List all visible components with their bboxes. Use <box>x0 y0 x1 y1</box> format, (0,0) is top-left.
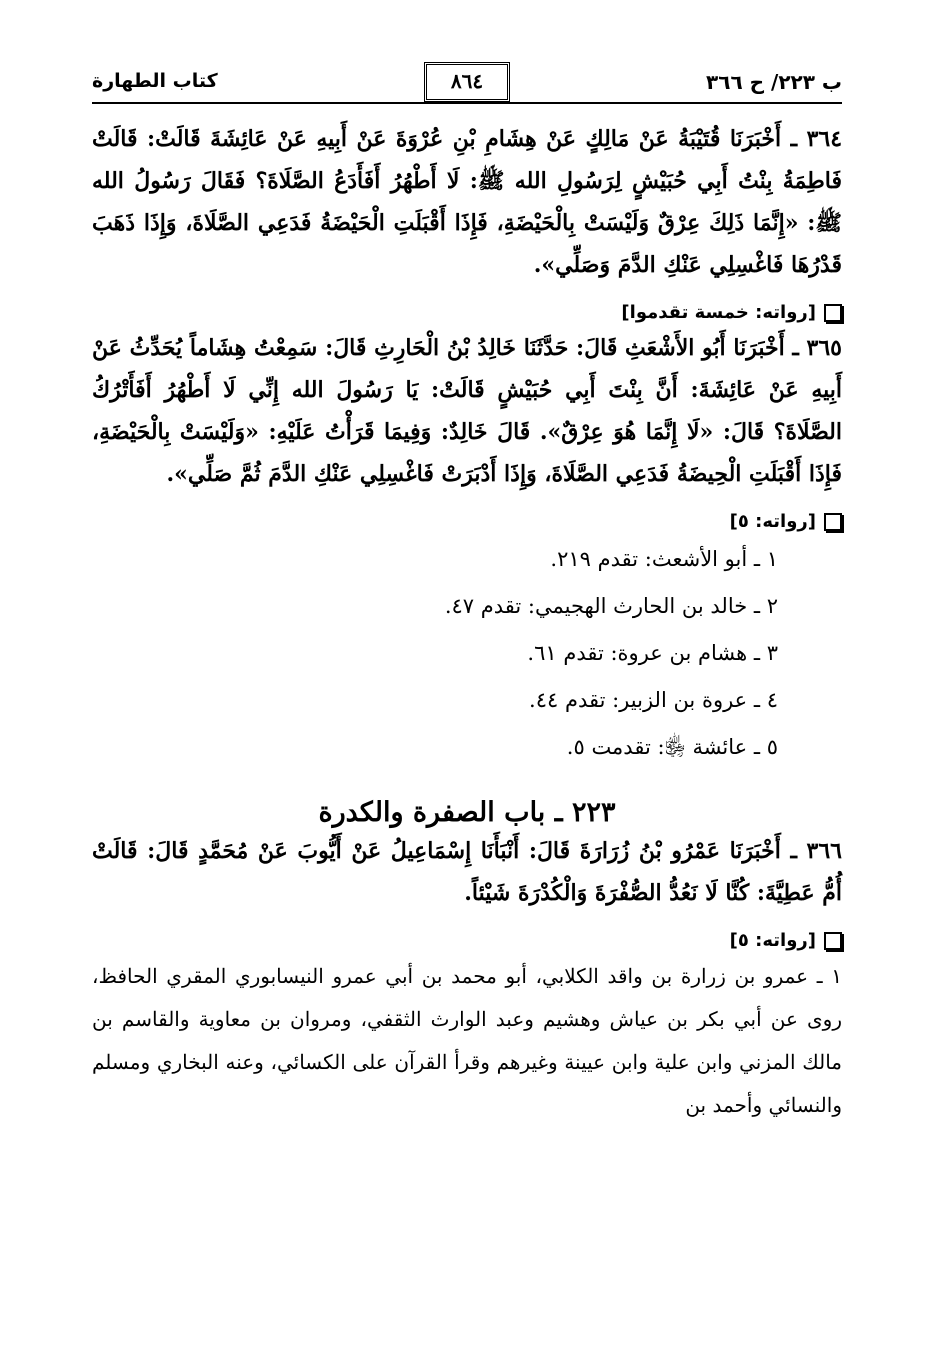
running-header <box>92 62 842 104</box>
narrators-heading-text: [رواته: ٥] <box>729 930 816 951</box>
page-body <box>92 118 842 1127</box>
hadith-366: ٣٦٦ ـ أَخْبَرَنَا عَمْرُو بْنُ زُرَارَةَ قَالَ: أَنْبَأَنَا إِسْمَاعِيلُ عَنْ أَيُّوبَ عَنْ مُحَمَّدٍ قَالَ: قَالَتْ أُمُّ عَطِيَّةَ: كُنَّا لَا نَعُدُّ الصُّفْرَةَ وَالْكُدْرَةَ شَيْئاً. <box>92 838 842 906</box>
narrators-heading <box>92 930 842 951</box>
checkbox-square-icon <box>824 513 842 531</box>
checkbox-square-icon <box>824 932 842 950</box>
list-item: ١ ـ أبو الأشعث: تقدم ٢١٩. <box>550 547 778 571</box>
hadith-365: ٣٦٥ ـ أَخْبَرَنَا أَبُو الأَشْعَثِ قَالَ: حَدَّثَنَا خَالِدُ بْنُ الْحَارِثِ قَالَ: سَمِعْتُ هِشَاماً يُحَدِّثُ عَنْ أَبِيهِ عَنْ عَائِشَةَ: أَنَّ بِنْتَ أَبِي حُبَيْشٍ قَالَتْ: يَا رَسُولَ الله إِنِّي لَا أَطْهُرُ أَفَأَتْرُكُ الصَّلَاةَ؟ قَالَ: «لَا إِنَّمَا هُوَ عِرْقٌ». قَالَ خَالِدٌ: وَفِيمَا قَرَأْتُ عَلَيْهِ: «وَلَيْسَتْ بِالْحَيْضَةِ، فَإِذَا أَقْبَلَتِ الْحِيضَةُ فَدَعِي الصَّلَاةَ، وَإِذَا أَدْبَرَتْ فَاغْسِلِي عَنْكِ الدَّمَ ثُمَّ صَلِّي». <box>92 335 842 487</box>
book-page <box>92 56 842 1346</box>
list-item: ٣ ـ هشام بن عروة: تقدم ٦١. <box>527 641 778 665</box>
page-number: ٨٦٤ <box>424 62 510 102</box>
list-item: ٤ ـ عروة بن الزبير: تقدم ٤٤. <box>529 688 778 712</box>
list-item: ٥ ـ عائشة ﵂: تقدمت ٥. <box>566 735 778 759</box>
checkbox-square-icon <box>824 304 842 322</box>
chapter-title: ٢٢٣ ـ باب الصفرة والكدرة <box>318 797 616 828</box>
narrator-biography: ١ ـ عمرو بن زرارة بن واقد الكلابي، أبو محمد بن أبي عمرو النيسابوري المقري الحافظ، روى عن أبي بكر بن عياش وهشيم وعبد الوارث الثقفي، ومروان بن معاوية والقاسم بن مالك المزني وابن علية وابن عيينة وغيرهم وقرأ القرآن على الكسائي، وعنه البخاري ومسلم والنسائي وأحمد بن <box>92 964 842 1117</box>
narrators-heading-text: [رواته: خمسة تقدموا] <box>621 302 816 323</box>
header-reference: ب ٢٢٣/ ح ٣٦٦ <box>706 70 842 94</box>
narrators-list <box>92 536 842 771</box>
narrators-heading-text: [رواته: ٥] <box>729 511 816 532</box>
narrators-heading <box>92 302 842 323</box>
list-item: ٢ ـ خالد بن الحارث الهجيمي: تقدم ٤٧. <box>444 594 778 618</box>
header-book-title: كتاب الطهارة <box>92 70 218 92</box>
narrators-heading <box>92 511 842 532</box>
hadith-364: ٣٦٤ ـ أَخْبَرَنَا قُتَيْبَةُ عَنْ مَالِكٍ عَنْ هِشَامِ بْنِ عُرْوَةَ عَنْ أَبِيهِ عَنْ عَائِشَةَ قَالَتْ: قَالَتْ فَاطِمَةُ بِنْتُ أَبِي حُبَيْشٍ لِرَسُولِ الله ﷺ: لَا أَطْهُرُ أَفَأَدَعُ الصَّلَاةَ؟ فَقَالَ رَسُولُ الله ﷺ: «إِنَّمَا ذَلِكَ عِرْقٌ وَلَيْسَتْ بِالْحَيْضَةِ، فَإِذَا أَقْبَلَتِ الْحَيْضَةُ فَدَعِي الصَّلَاةَ، وَإِذَا ذَهَبَ قَدْرُهَا فَاغْسِلِي عَنْكِ الدَّمَ وَصَلِّي». <box>92 126 843 278</box>
